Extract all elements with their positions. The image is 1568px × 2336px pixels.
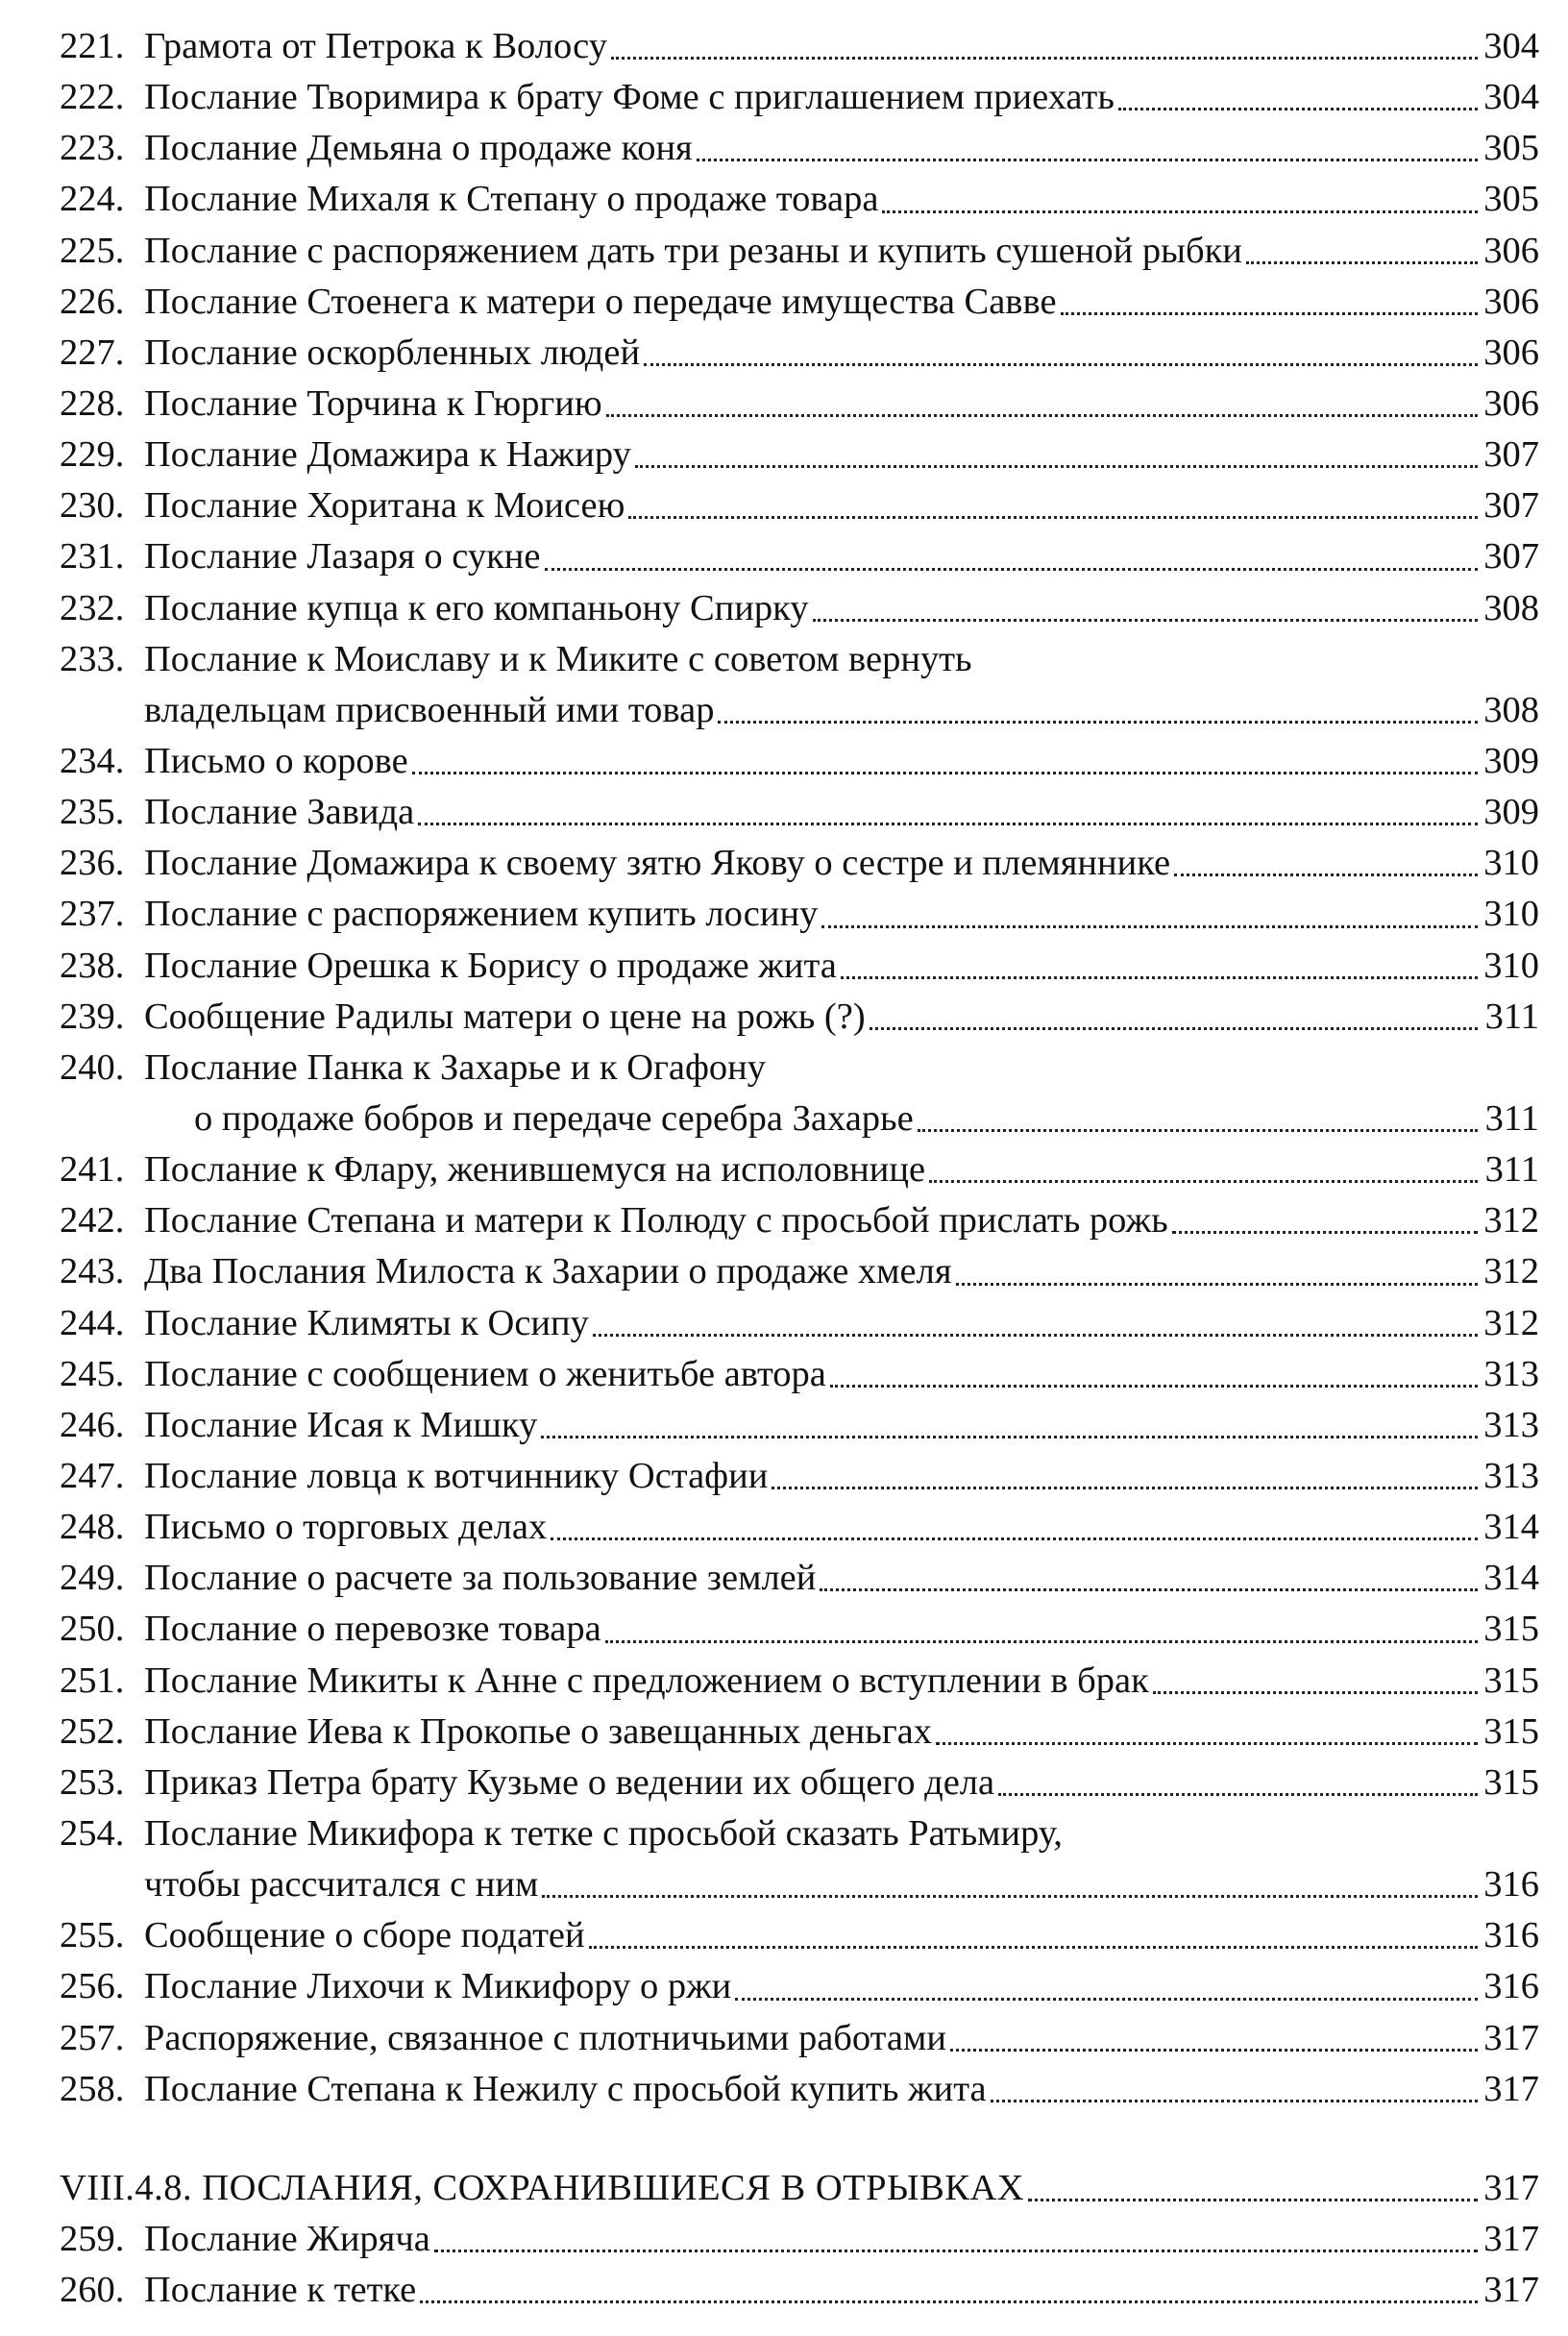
entry-title: Послание Орешка к Борису о продаже жита	[144, 945, 837, 986]
dot-leader	[820, 1587, 1478, 1591]
entry-line	[60, 2064, 1539, 2115]
toc-entry	[60, 838, 1539, 889]
entry-number: 242.	[60, 1200, 125, 1242]
dot-leader	[821, 924, 1478, 928]
toc-entry	[60, 2265, 1539, 2316]
dot-leader	[1153, 1690, 1478, 1694]
entry-line	[60, 531, 1539, 582]
dot-leader	[589, 1945, 1478, 1949]
entry-page-number: 306	[1483, 230, 1539, 271]
dot-leader	[1118, 107, 1478, 111]
entry-line	[60, 174, 1539, 225]
entry-continuation	[144, 1859, 1539, 1910]
entry-title: Послание Демьяна о продаже коня	[144, 128, 693, 169]
entry-line	[60, 72, 1539, 123]
entry-title: Послание Домажира к Нажиру	[144, 434, 631, 476]
dot-leader	[718, 720, 1478, 724]
entry-page-number: 309	[1483, 792, 1539, 833]
entry-page-number: 315	[1483, 1761, 1539, 1803]
entry-number: 248.	[60, 1507, 125, 1548]
entry-page-number: 306	[1483, 332, 1539, 373]
entry-number: 254.	[60, 1812, 125, 1854]
dot-leader	[611, 56, 1478, 60]
dot-leader	[1174, 873, 1478, 876]
entry-page-number: 310	[1483, 945, 1539, 986]
entry-title: Два Послания Милоста к Захарии о продаже хмеля	[144, 1251, 952, 1292]
toc-entry	[60, 736, 1539, 787]
entry-title: Послание с распоряжением дать три резаны и купить сушеной рыбки	[144, 230, 1242, 271]
entry-title: Приказ Петра брату Кузьме о ведении их общего дела	[144, 1761, 995, 1803]
entry-line	[60, 2265, 1539, 2316]
entry-page-number: 316	[1483, 1915, 1539, 1956]
entry-page-number: 309	[1483, 740, 1539, 781]
entry-line	[60, 1707, 1539, 1758]
entry-line	[60, 583, 1539, 634]
entry-number: 238.	[60, 945, 125, 986]
entry-title: Послание оскорбленных людей	[144, 332, 641, 373]
entry-title: Послание Лазаря о сукне	[144, 536, 541, 578]
toc-entry	[60, 2013, 1539, 2064]
toc-entry	[60, 480, 1539, 531]
dot-leader	[735, 1997, 1478, 2001]
toc-entry	[60, 277, 1539, 328]
dot-leader	[542, 1894, 1478, 1898]
dot-leader	[772, 1486, 1478, 1489]
entry-line	[60, 838, 1539, 889]
entry-number: 237.	[60, 894, 125, 935]
toc-entry	[60, 2064, 1539, 2115]
toc-entry	[60, 531, 1539, 582]
dot-leader	[420, 2299, 1478, 2303]
entry-number: 257.	[60, 2017, 125, 2058]
toc-entry	[60, 1502, 1539, 1553]
entry-title: Послание Степана к Нежилу с просьбой купить жита	[144, 2068, 987, 2109]
entry-number: 243.	[60, 1251, 125, 1292]
entry-number: 252.	[60, 1710, 125, 1752]
toc-entry	[60, 2214, 1539, 2265]
toc-entry	[60, 174, 1539, 225]
entry-title: Послание Микифора к тетке с просьбой сказать Ратьмиру,	[144, 1812, 1063, 1854]
entry-number: 225.	[60, 230, 125, 271]
toc-entry	[60, 889, 1539, 940]
entry-page-number: 314	[1483, 1558, 1539, 1599]
entry-line	[60, 787, 1539, 838]
entry-number: 253.	[60, 1761, 125, 1803]
entry-line	[60, 21, 1539, 72]
toc-entry	[60, 123, 1539, 174]
toc-entry	[60, 1144, 1539, 1195]
entry-page-number: 317	[1483, 2270, 1539, 2311]
dot-leader	[1028, 2198, 1478, 2201]
entry-page-number: 304	[1483, 26, 1539, 66]
entry-line	[60, 1502, 1539, 1553]
entry-page-number: 312	[1483, 1251, 1539, 1292]
entry-page-number: 317	[1483, 2068, 1539, 2109]
entry-line	[60, 1144, 1539, 1195]
entry-number: 258.	[60, 2068, 125, 2109]
entry-page-number: 310	[1483, 894, 1539, 935]
dot-leader	[1172, 1230, 1478, 1234]
entry-line	[60, 379, 1539, 430]
entry-number: 250.	[60, 1609, 125, 1650]
entry-line	[60, 2214, 1539, 2265]
entry-page-number: 307	[1483, 485, 1539, 527]
entry-title: Письмо о корове	[144, 740, 408, 781]
toc-entry	[60, 787, 1539, 838]
entry-line	[60, 1656, 1539, 1707]
toc-entries	[60, 21, 1539, 2115]
entry-line	[60, 736, 1539, 787]
entry-number: 222.	[60, 77, 125, 118]
entry-line	[60, 480, 1539, 531]
entry-number: 231.	[60, 536, 125, 578]
table-of-contents	[60, 21, 1539, 2316]
entry-line	[60, 1400, 1539, 1451]
section-heading	[60, 2163, 1539, 2214]
entry-number: 234.	[60, 740, 125, 781]
section-page-number: 317	[1483, 2167, 1539, 2208]
dot-leader	[606, 413, 1478, 417]
toc-entry	[60, 21, 1539, 72]
toc-entry	[60, 379, 1539, 430]
entry-line	[60, 1553, 1539, 1604]
entry-line	[60, 123, 1539, 174]
entry-title: Послание к Моиславу и к Миките с советом вернуть	[144, 638, 972, 679]
entry-title: Послание о перевозке товара	[144, 1609, 601, 1650]
dot-leader	[950, 2048, 1478, 2052]
entry-title: Послание Завида	[144, 792, 415, 833]
dot-leader	[628, 515, 1478, 519]
entry-title: Послание Торчина к Гюргию	[144, 382, 602, 424]
entry-number: 224.	[60, 179, 125, 220]
entry-line	[60, 1451, 1539, 1502]
entry-line	[60, 1758, 1539, 1808]
entry-line	[60, 277, 1539, 328]
entry-page-number: 308	[1483, 689, 1539, 730]
toc-entry	[60, 1195, 1539, 1246]
entry-title: Послание купца к его компаньону Спирку	[144, 587, 809, 628]
entry-page-number: 313	[1483, 1455, 1539, 1496]
dot-leader	[918, 1128, 1478, 1132]
entry-title: Послание Хоритана к Моисею	[144, 485, 625, 527]
entry-page-number: 311	[1484, 996, 1539, 1037]
section-entries	[60, 2214, 1539, 2316]
entry-line	[60, 992, 1539, 1043]
dot-leader	[434, 2249, 1478, 2252]
entry-title-continued: чтобы рассчитался с ним	[144, 1864, 539, 1906]
entry-number: 246.	[60, 1404, 125, 1445]
entry-page-number: 317	[1483, 2218, 1539, 2259]
entry-page-number: 306	[1483, 382, 1539, 424]
entry-title: Послание Панка к Захарье и к Огафону	[144, 1046, 766, 1088]
dot-leader	[605, 1639, 1478, 1643]
entry-line	[60, 1961, 1539, 2012]
entry-page-number: 311	[1484, 1149, 1539, 1191]
dot-leader	[418, 822, 1478, 825]
entry-page-number: 310	[1483, 843, 1539, 884]
entry-page-number: 307	[1483, 536, 1539, 578]
toc-entry	[60, 1707, 1539, 1758]
entry-page-number: 305	[1483, 179, 1539, 220]
entry-title: Послание Иева к Прокопье о завещанных деньгах	[144, 1710, 932, 1752]
entry-number: 236.	[60, 843, 125, 884]
dot-leader	[841, 975, 1478, 979]
toc-entry	[60, 941, 1539, 992]
entry-number: 241.	[60, 1149, 125, 1191]
entry-number: 221.	[60, 26, 125, 66]
entry-number: 230.	[60, 485, 125, 527]
entry-title: Послание Михаля к Степану о продаже товара	[144, 179, 879, 220]
toc-entry	[60, 583, 1539, 634]
entry-number: 255.	[60, 1915, 125, 1956]
dot-leader	[870, 1026, 1478, 1030]
entry-number: 229.	[60, 434, 125, 476]
entry-page-number: 307	[1483, 434, 1539, 476]
toc-entry	[60, 1758, 1539, 1808]
entry-page-number: 315	[1483, 1609, 1539, 1650]
entry-line	[60, 430, 1539, 480]
entry-number: 247.	[60, 1455, 125, 1496]
entry-title: Послание с сообщением о женитьбе автора	[144, 1353, 826, 1394]
entry-line	[60, 226, 1539, 277]
entry-page-number: 311	[1484, 1097, 1539, 1139]
entry-number: 249.	[60, 1558, 125, 1599]
dot-leader	[635, 464, 1478, 468]
entry-page-number: 315	[1483, 1660, 1539, 1701]
dot-leader	[644, 362, 1478, 366]
toc-entry	[60, 1349, 1539, 1400]
entry-title: Послание с распоряжением купить лосину	[144, 894, 819, 935]
dot-leader	[697, 158, 1478, 161]
entry-page-number: 308	[1483, 587, 1539, 628]
entry-page-number: 312	[1483, 1200, 1539, 1242]
entry-page-number: 304	[1483, 77, 1539, 118]
toc-entry	[60, 1400, 1539, 1451]
dot-leader	[1061, 311, 1478, 315]
entry-title: Послание Микиты к Анне с предложением о вступлении в брак	[144, 1660, 1149, 1701]
toc-entry	[60, 1451, 1539, 1502]
entry-number: 239.	[60, 996, 125, 1037]
entry-number: 244.	[60, 1302, 125, 1343]
toc-entry	[60, 1298, 1539, 1349]
entry-title: Послание Степана и матери к Полюду с просьбой прислать рожь	[144, 1200, 1168, 1242]
entry-page-number: 316	[1483, 1864, 1539, 1906]
toc-entry	[60, 992, 1539, 1043]
entry-number: 251.	[60, 1660, 125, 1701]
entry-title: Сообщение о сборе податей	[144, 1915, 585, 1956]
entry-title-continued: владельцам присвоенный ими товар	[144, 689, 715, 730]
entry-title: Послание о расчете за пользование землей	[144, 1558, 817, 1599]
entry-title: Грамота от Петрока к Волосу	[144, 26, 608, 66]
entry-line	[60, 1246, 1539, 1297]
entry-title: Письмо о торговых делах	[144, 1507, 548, 1548]
entry-title: Распоряжение, связанное с плотничьими работами	[144, 2017, 946, 2058]
entry-page-number: 306	[1483, 281, 1539, 322]
entry-page-number: 317	[1483, 2017, 1539, 2058]
dot-leader	[412, 771, 1478, 775]
toc-entry	[60, 1043, 1539, 1144]
entry-continuation	[144, 685, 1539, 736]
entry-line	[60, 889, 1539, 940]
dot-leader	[936, 1741, 1478, 1745]
entry-line	[60, 941, 1539, 992]
dot-leader	[830, 1384, 1478, 1388]
toc-entry	[60, 1604, 1539, 1655]
toc-entry	[60, 1808, 1539, 1910]
entry-title: Послание Стоенега к матери о передаче имущества Савве	[144, 281, 1057, 322]
entry-page-number: 313	[1483, 1353, 1539, 1394]
toc-entry	[60, 226, 1539, 277]
dot-leader	[545, 567, 1478, 571]
dot-leader	[1246, 260, 1478, 264]
dot-leader	[956, 1282, 1478, 1286]
entry-page-number: 312	[1483, 1302, 1539, 1343]
entry-title: Сообщение Радилы матери о цене на рожь (?)	[144, 996, 866, 1037]
dot-leader	[541, 1435, 1478, 1438]
entry-line	[60, 1910, 1539, 1961]
entry-number: 223.	[60, 128, 125, 169]
toc-entry	[60, 328, 1539, 379]
toc-entry	[60, 1656, 1539, 1707]
entry-number: 232.	[60, 587, 125, 628]
dot-leader	[813, 618, 1478, 622]
entry-number: 259.	[60, 2218, 125, 2259]
entry-number: 256.	[60, 1966, 125, 2007]
dot-leader	[882, 209, 1478, 213]
toc-entry	[60, 430, 1539, 480]
entry-title: Послание к тетке	[144, 2270, 417, 2311]
entry-title: Послание Творимира к брату Фоме с приглашением приехать	[144, 77, 1115, 118]
dot-leader	[998, 1792, 1478, 1796]
entry-title: Послание Исая к Мишку	[144, 1404, 538, 1445]
dot-leader	[593, 1333, 1478, 1337]
entry-line	[60, 1349, 1539, 1400]
entry-line	[60, 1298, 1539, 1349]
entry-page-number: 314	[1483, 1507, 1539, 1548]
entry-number: 228.	[60, 382, 125, 424]
toc-entry	[60, 1961, 1539, 2012]
section-title: VIII.4.8. ПОСЛАНИЯ, СОХРАНИВШИЕСЯ В ОТРЫВКАХ	[60, 2167, 1025, 2208]
entry-number: 227.	[60, 332, 125, 373]
entry-title: Послание Домажира к своему зятю Якову о сестре и племяннике	[144, 843, 1171, 884]
entry-title: Послание Жиряча	[144, 2218, 430, 2259]
entry-page-number: 313	[1483, 1404, 1539, 1445]
toc-entry	[60, 634, 1539, 736]
toc-entry	[60, 1246, 1539, 1297]
entry-continuation	[194, 1094, 1539, 1144]
toc-entry	[60, 1553, 1539, 1604]
dot-leader	[551, 1537, 1478, 1540]
entry-number: 240.	[60, 1046, 125, 1088]
toc-entry	[60, 72, 1539, 123]
entry-title: Послание ловца к вотчиннику Остафии	[144, 1455, 769, 1496]
entry-page-number: 315	[1483, 1710, 1539, 1752]
dot-leader	[991, 2099, 1478, 2102]
entry-line	[60, 1195, 1539, 1246]
entry-page-number: 316	[1483, 1966, 1539, 2007]
entry-number: 226.	[60, 281, 125, 322]
entry-title: Послание Лихочи к Микифору о ржи	[144, 1966, 732, 2007]
entry-title: Послание к Флару, женившемуся на исполовнице	[144, 1149, 926, 1191]
dot-leader	[929, 1179, 1478, 1183]
entry-line	[60, 328, 1539, 379]
entry-number: 260.	[60, 2270, 125, 2311]
entry-title: Послание Климяты к Осипу	[144, 1302, 589, 1343]
entry-line	[60, 1604, 1539, 1655]
entry-line	[60, 2013, 1539, 2064]
entry-page-number: 305	[1483, 128, 1539, 169]
toc-entry	[60, 1910, 1539, 1961]
entry-number: 245.	[60, 1353, 125, 1394]
entry-number: 235.	[60, 792, 125, 833]
entry-number: 233.	[60, 638, 125, 679]
entry-title-continued: о продаже бобров и передаче серебра Захарье	[194, 1097, 914, 1139]
